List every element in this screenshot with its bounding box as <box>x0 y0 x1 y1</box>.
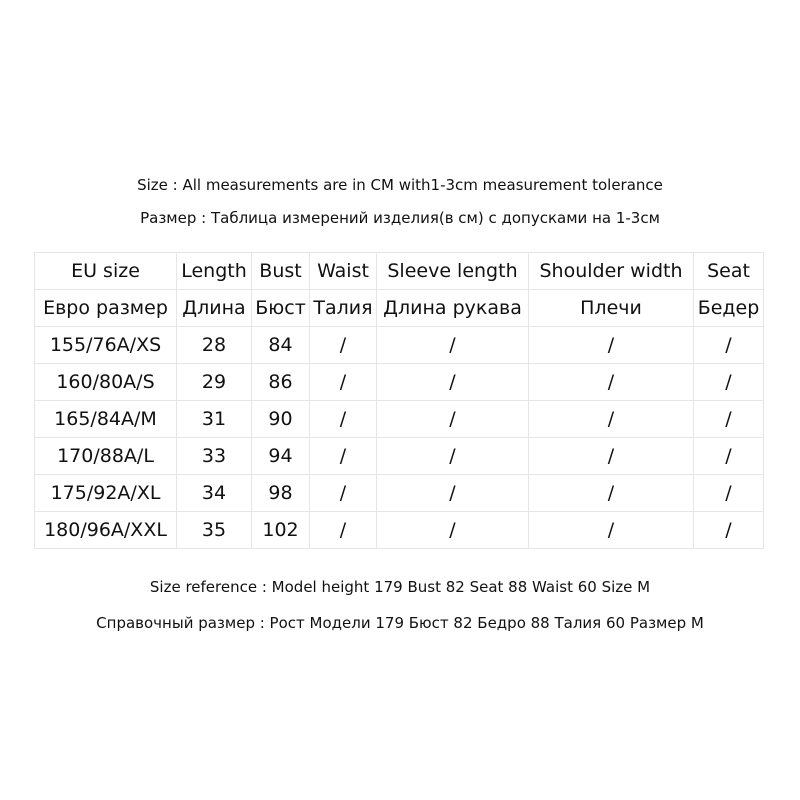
table-row <box>35 364 764 401</box>
header-cell: Sleeve length <box>377 253 529 290</box>
table-cell: 34 <box>177 475 252 512</box>
table-cell: 155/76A/XS <box>35 327 177 364</box>
table-cell: / <box>694 401 764 438</box>
table-cell: 90 <box>252 401 310 438</box>
table-cell: 28 <box>177 327 252 364</box>
table-cell: 98 <box>252 475 310 512</box>
table-cell: / <box>529 327 694 364</box>
table-cell: / <box>694 327 764 364</box>
header-cell: Длина <box>177 290 252 327</box>
table-row <box>35 327 764 364</box>
header-cell: EU size <box>35 253 177 290</box>
table-cell: 180/96A/XXL <box>35 512 177 549</box>
table-cell: 94 <box>252 438 310 475</box>
table-cell: / <box>377 327 529 364</box>
table-cell: / <box>310 364 377 401</box>
size-chart-table <box>34 252 764 549</box>
table-cell: / <box>377 512 529 549</box>
table-cell: / <box>310 401 377 438</box>
table-cell: / <box>377 438 529 475</box>
table-cell: 170/88A/L <box>35 438 177 475</box>
table-row <box>35 475 764 512</box>
header-cell: Seat <box>694 253 764 290</box>
table-cell: / <box>529 401 694 438</box>
size-reference-en: Size reference : Model height 179 Bust 82 Seat 88 Waist 60 Size M <box>149 578 651 596</box>
table-cell: 84 <box>252 327 310 364</box>
table-cell: / <box>529 438 694 475</box>
table-row <box>35 401 764 438</box>
measurement-note-en: Size : All measurements are in CM with1-3cm measurement tolerance <box>137 176 663 194</box>
table-cell: / <box>310 438 377 475</box>
table-cell: 160/80A/S <box>35 364 177 401</box>
table-row <box>35 438 764 475</box>
header-row-ru <box>35 290 764 327</box>
table-cell: / <box>529 364 694 401</box>
table-cell: / <box>529 512 694 549</box>
table-cell: / <box>310 327 377 364</box>
header-cell: Талия <box>310 290 377 327</box>
table-cell: / <box>310 512 377 549</box>
table-cell: 31 <box>177 401 252 438</box>
header-cell: Бедер <box>694 290 764 327</box>
table-cell: / <box>310 475 377 512</box>
table-cell: 35 <box>177 512 252 549</box>
table-cell: / <box>529 475 694 512</box>
table-cell: 86 <box>252 364 310 401</box>
table-cell: / <box>694 512 764 549</box>
table-cell: 175/92A/XL <box>35 475 177 512</box>
table-cell: / <box>694 438 764 475</box>
table-cell: / <box>377 364 529 401</box>
header-cell: Shoulder width <box>529 253 694 290</box>
header-cell: Плечи <box>529 290 694 327</box>
table-cell: 29 <box>177 364 252 401</box>
table-cell: / <box>377 475 529 512</box>
table-cell: 165/84A/M <box>35 401 177 438</box>
table-cell: / <box>694 475 764 512</box>
measurement-note-ru: Размер : Таблица измерений изделия(в см) с допусками на 1-3см <box>140 209 660 227</box>
table-cell: 102 <box>252 512 310 549</box>
header-cell: Bust <box>252 253 310 290</box>
header-cell: Евро размер <box>35 290 177 327</box>
header-cell: Waist <box>310 253 377 290</box>
size-reference-ru: Справочный размер : Рост Модели 179 Бюст 82 Бедро 88 Талия 60 Размер M <box>96 614 704 632</box>
table-cell: / <box>694 364 764 401</box>
header-cell: Длина рукава <box>377 290 529 327</box>
table-row <box>35 512 764 549</box>
header-row-en <box>35 253 764 290</box>
header-cell: Бюст <box>252 290 310 327</box>
table-cell: / <box>377 401 529 438</box>
table-cell: 33 <box>177 438 252 475</box>
header-cell: Length <box>177 253 252 290</box>
